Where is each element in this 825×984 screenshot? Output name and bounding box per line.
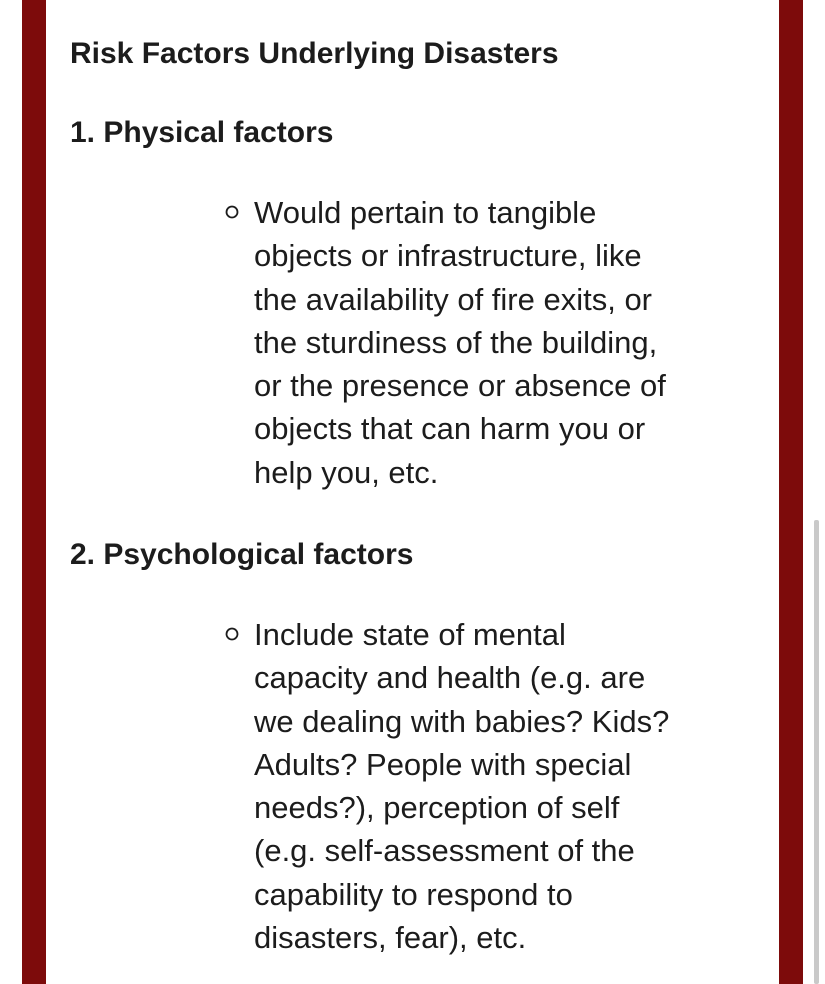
hollow-circle-bullet-icon bbox=[224, 204, 240, 220]
hollow-circle-bullet-icon bbox=[224, 626, 240, 642]
text-line: disasters, fear), etc. bbox=[254, 920, 527, 956]
right-border-bar bbox=[779, 0, 803, 984]
text-line: capability to respond to bbox=[254, 876, 573, 912]
left-border-bar bbox=[22, 0, 46, 984]
section-text-physical bbox=[254, 191, 769, 494]
section-heading-physical: 1. Physical factors bbox=[70, 116, 334, 149]
text-line: we dealing with babies? Kids? bbox=[254, 703, 670, 739]
text-line: the availability of fire exits, or bbox=[254, 281, 653, 317]
text-line: objects that can harm you or bbox=[254, 411, 646, 447]
text-line: (e.g. self-assessment of the bbox=[254, 833, 635, 869]
text-line: needs?), perception of self bbox=[254, 790, 620, 826]
text-line: objects or infrastructure, like bbox=[254, 238, 642, 274]
text-line: Adults? People with special bbox=[254, 746, 632, 782]
text-line: help you, etc. bbox=[254, 454, 439, 490]
document-body bbox=[70, 0, 770, 984]
text-line: Include state of mental bbox=[254, 617, 566, 652]
text-line: capacity and health (e.g. are bbox=[254, 660, 646, 696]
text-line: Would pertain to tangible bbox=[254, 195, 597, 230]
vertical-scrollbar[interactable] bbox=[814, 520, 819, 984]
text-line: the sturdiness of the building, bbox=[254, 324, 658, 360]
page-title: Risk Factors Underlying Disasters bbox=[70, 37, 559, 70]
text-line: or the presence or absence of bbox=[254, 368, 666, 404]
section-text-psychological bbox=[254, 613, 769, 959]
section-heading-psychological: 2. Psychological factors bbox=[70, 538, 414, 571]
